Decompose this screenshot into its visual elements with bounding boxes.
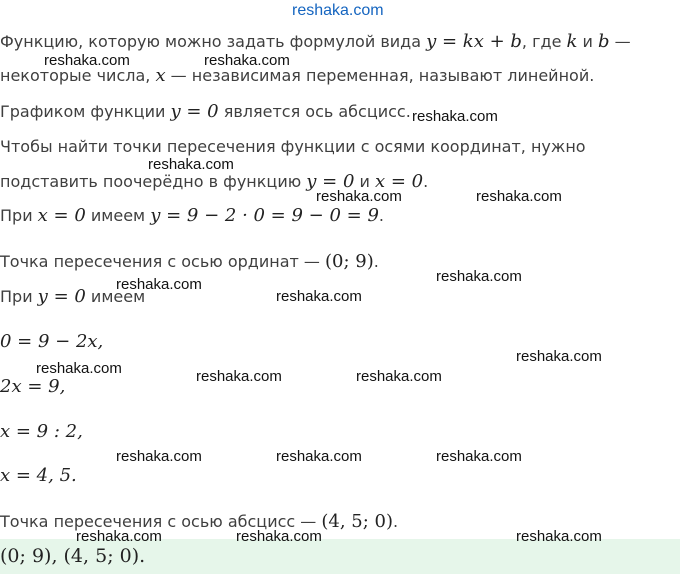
ordinate-intersection bbox=[0, 252, 379, 272]
formula: y = 0 bbox=[306, 171, 355, 192]
text: имеем bbox=[85, 287, 146, 306]
equation-3: x = 9 : 2, bbox=[0, 421, 83, 442]
text: и bbox=[577, 32, 598, 51]
text: . bbox=[373, 252, 379, 271]
watermark-top[interactable]: reshaka.com bbox=[292, 2, 384, 19]
method-line-1 bbox=[0, 137, 586, 157]
var-k: k bbox=[566, 31, 578, 52]
equation-4: x = 4, 5. bbox=[0, 465, 77, 486]
watermark: reshaka.com bbox=[196, 368, 282, 385]
watermark: reshaka.com bbox=[236, 528, 322, 545]
formula: x = 0 bbox=[375, 171, 424, 192]
watermark: reshaka.com bbox=[44, 52, 130, 69]
watermark: reshaka.com bbox=[148, 156, 234, 173]
watermark: reshaka.com bbox=[116, 276, 202, 293]
formula: y = 9 − 2 · 0 = 9 − 0 = 9 bbox=[150, 205, 379, 226]
watermark: reshaka.com bbox=[356, 368, 442, 385]
watermark: reshaka.com bbox=[204, 52, 290, 69]
formula: y = 0 bbox=[170, 101, 219, 122]
watermark: reshaka.com bbox=[436, 268, 522, 285]
text: Графиком функции bbox=[0, 102, 171, 121]
text: — bbox=[609, 32, 631, 51]
watermark: reshaka.com bbox=[36, 360, 122, 377]
text: . bbox=[378, 206, 384, 225]
text: , где bbox=[521, 32, 567, 51]
text: является ось абсцисс. bbox=[218, 102, 411, 121]
text: Точка пересечения с осью абсцисс — bbox=[0, 512, 322, 531]
text: . bbox=[423, 172, 429, 191]
watermark: reshaka.com bbox=[436, 448, 522, 465]
var-x: x bbox=[155, 65, 166, 86]
abscissa-intersection bbox=[0, 512, 398, 532]
definition-line-2 bbox=[0, 66, 594, 86]
point: (0; 9) bbox=[325, 251, 374, 272]
watermark: reshaka.com bbox=[316, 188, 402, 205]
watermark: reshaka.com bbox=[276, 288, 362, 305]
text: Точка пересечения с осью ординат — bbox=[0, 252, 325, 271]
var-b: b bbox=[598, 31, 610, 52]
text: Чтобы найти точки пересечения функции с осями координат, нужно bbox=[0, 137, 586, 156]
watermark: reshaka.com bbox=[516, 348, 602, 365]
watermark: reshaka.com bbox=[476, 188, 562, 205]
definition-line-1 bbox=[0, 32, 631, 52]
formula: y = 0 bbox=[37, 286, 86, 307]
text: При bbox=[0, 206, 38, 225]
text: При bbox=[0, 287, 38, 306]
equation-2: 2x = 9, bbox=[0, 376, 66, 397]
point: (4, 5; 0) bbox=[321, 511, 393, 532]
graph-statement bbox=[0, 102, 411, 122]
watermark: reshaka.com bbox=[516, 528, 602, 545]
watermark: reshaka.com bbox=[412, 108, 498, 125]
text: . bbox=[393, 512, 399, 531]
answer: (0; 9), (4, 5; 0). bbox=[0, 545, 146, 567]
text: и bbox=[354, 172, 375, 191]
text: подставить поочерёдно в функцию bbox=[0, 172, 307, 191]
watermark: reshaka.com bbox=[76, 528, 162, 545]
watermark: reshaka.com bbox=[116, 448, 202, 465]
formula: y = kx + b bbox=[426, 31, 522, 52]
text: Функцию, которую можно задать формулой вида bbox=[0, 32, 427, 51]
text: некоторые числа, bbox=[0, 66, 156, 85]
text: — независимая переменная, называют линейной. bbox=[165, 66, 595, 85]
watermark: reshaka.com bbox=[276, 448, 362, 465]
text: имеем bbox=[85, 206, 151, 225]
equation-1: 0 = 9 − 2x, bbox=[0, 331, 104, 352]
formula: x = 0 bbox=[37, 205, 86, 226]
x-zero-line bbox=[0, 206, 384, 226]
